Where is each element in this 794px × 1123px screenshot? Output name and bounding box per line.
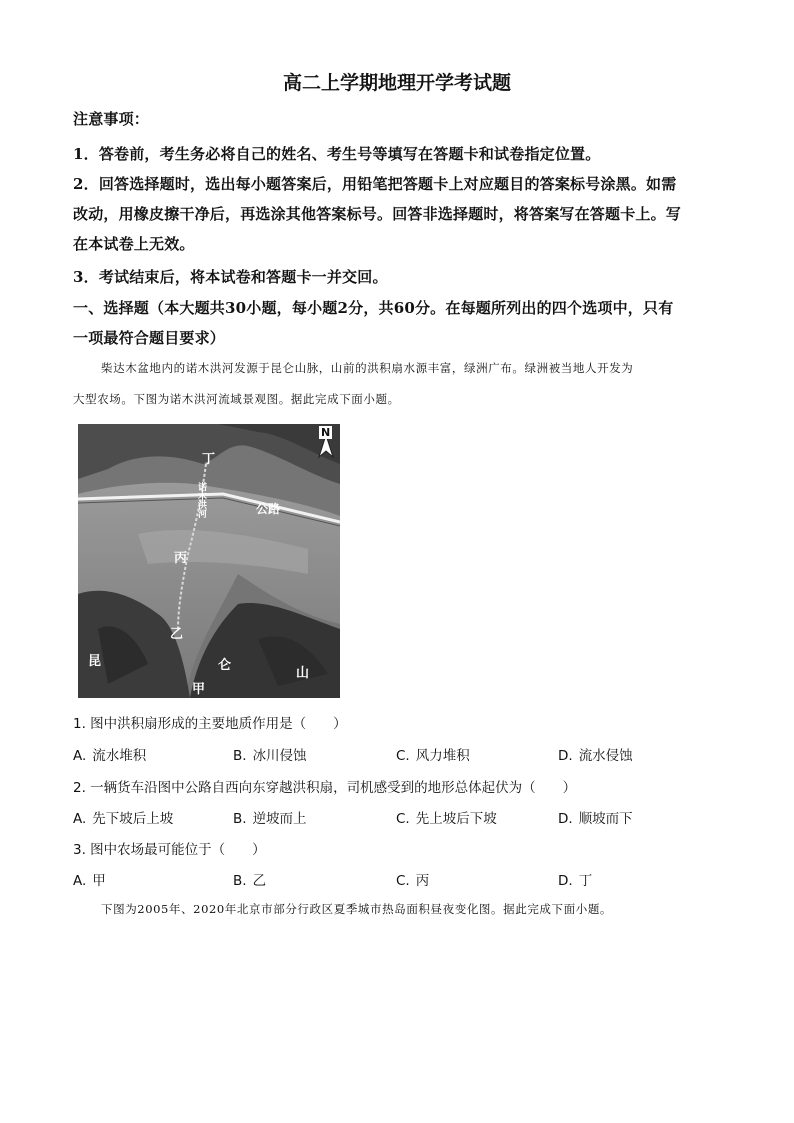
section-heading-line-2: 一项最符合题目要求） [73,329,226,347]
question-3-stem: 3. 图中农场最可能位于（ ） [73,842,266,858]
option-text: 丁 [578,873,593,889]
question-2-options [73,807,673,827]
label-road: 公路 [256,502,281,516]
option-text: 冰川侵蚀 [252,748,307,764]
option-letter: A. [73,873,87,889]
notice-heading: 注意事项： [73,110,150,128]
option-letter: D. [558,873,573,889]
option-letter: C. [396,811,410,827]
option-text: 丙 [415,873,430,889]
passage-1-line-2: 大型农场。下图为诺木洪河流域景观图。据此完成下面小题。 [73,392,400,406]
section-heading-line-1: 一、选择题（本大题共30小题，每小题2分，共60分。在每题所列出的四个选项中，只有 [73,299,674,317]
option-text: 甲 [92,873,106,889]
label-lun: 仑 [218,658,232,673]
option-text: 乙 [252,873,267,889]
question-1-options [73,744,673,764]
notice-line-4: 在本试卷上无效。 [73,235,195,253]
question-1-stem: 1. 图中洪积扇形成的主要地质作用是（ ） [73,716,347,732]
label-kun: 昆 [88,654,102,669]
option-text: 逆坡而上 [252,811,307,827]
page-title: 高二上学期地理开学考试题 [282,72,511,94]
landscape-map [78,424,340,698]
option-c[interactable] [396,807,497,827]
option-b[interactable] [233,869,266,889]
label-bing: 丙 [174,551,188,566]
label-yi: 乙 [170,627,184,642]
option-letter: A. [73,811,87,827]
option-a[interactable] [73,869,106,889]
option-letter: D. [558,811,573,827]
option-letter: A. [73,748,87,764]
option-a[interactable] [73,744,146,764]
notice-line-5: 3．考试结束后，将本试卷和答题卡一并交回。 [73,268,388,286]
option-letter: C. [396,873,410,889]
label-river: 诺木洪河 [196,482,206,518]
option-b[interactable] [233,807,307,827]
option-letter: C. [396,748,410,764]
option-letter: B. [233,873,247,889]
option-letter: B. [233,811,247,827]
label-ding: 丁 [202,452,216,467]
option-text: 流水侵蚀 [578,748,633,764]
option-b[interactable] [233,744,307,764]
option-d[interactable] [558,744,633,764]
option-letter: B. [233,748,247,764]
passage-1-line-1: 柴达木盆地内的诺木洪河发源于昆仑山脉，山前的洪积扇水源丰富，绿洲广布。绿洲被当地人开发为 [101,361,634,375]
option-d[interactable] [558,869,592,889]
option-text: 流水堆积 [92,748,147,764]
question-2-stem: 2. 一辆货车沿图中公路自西向东穿越洪积扇，司机感受到的地形总体起伏为（ ） [73,780,577,796]
option-a[interactable] [73,807,173,827]
label-jia: 甲 [192,682,206,697]
notice-line-3: 改动，用橡皮擦干净后，再选涂其他答案标号。回答非选择题时，将答案写在答题卡上。写 [73,205,682,223]
option-c[interactable] [396,744,470,764]
option-letter: D. [558,748,573,764]
option-d[interactable] [558,807,633,827]
north-arrow [315,427,337,459]
passage-2: 下图为2005年、2020年北京市部分行政区夏季城市热岛面积昼夜变化图。据此完成下面小题。 [101,902,613,916]
option-text: 先上坡后下坡 [415,811,497,827]
question-3-options [73,869,673,889]
option-text: 顺坡而下 [578,811,633,827]
label-shan: 山 [296,666,310,681]
option-c[interactable] [396,869,429,889]
notice-line-1: 1．答卷前，考生务必将自己的姓名、考生号等填写在答题卡和试卷指定位置。 [73,145,601,163]
option-text: 先下坡后上坡 [92,811,174,827]
north-label: N [321,426,331,439]
option-text: 风力堆积 [415,748,470,764]
notice-line-2: 2．回答选择题时，选出每小题答案后，用铅笔把答题卡上对应题目的答案标号涂黑。如需 [73,175,677,193]
